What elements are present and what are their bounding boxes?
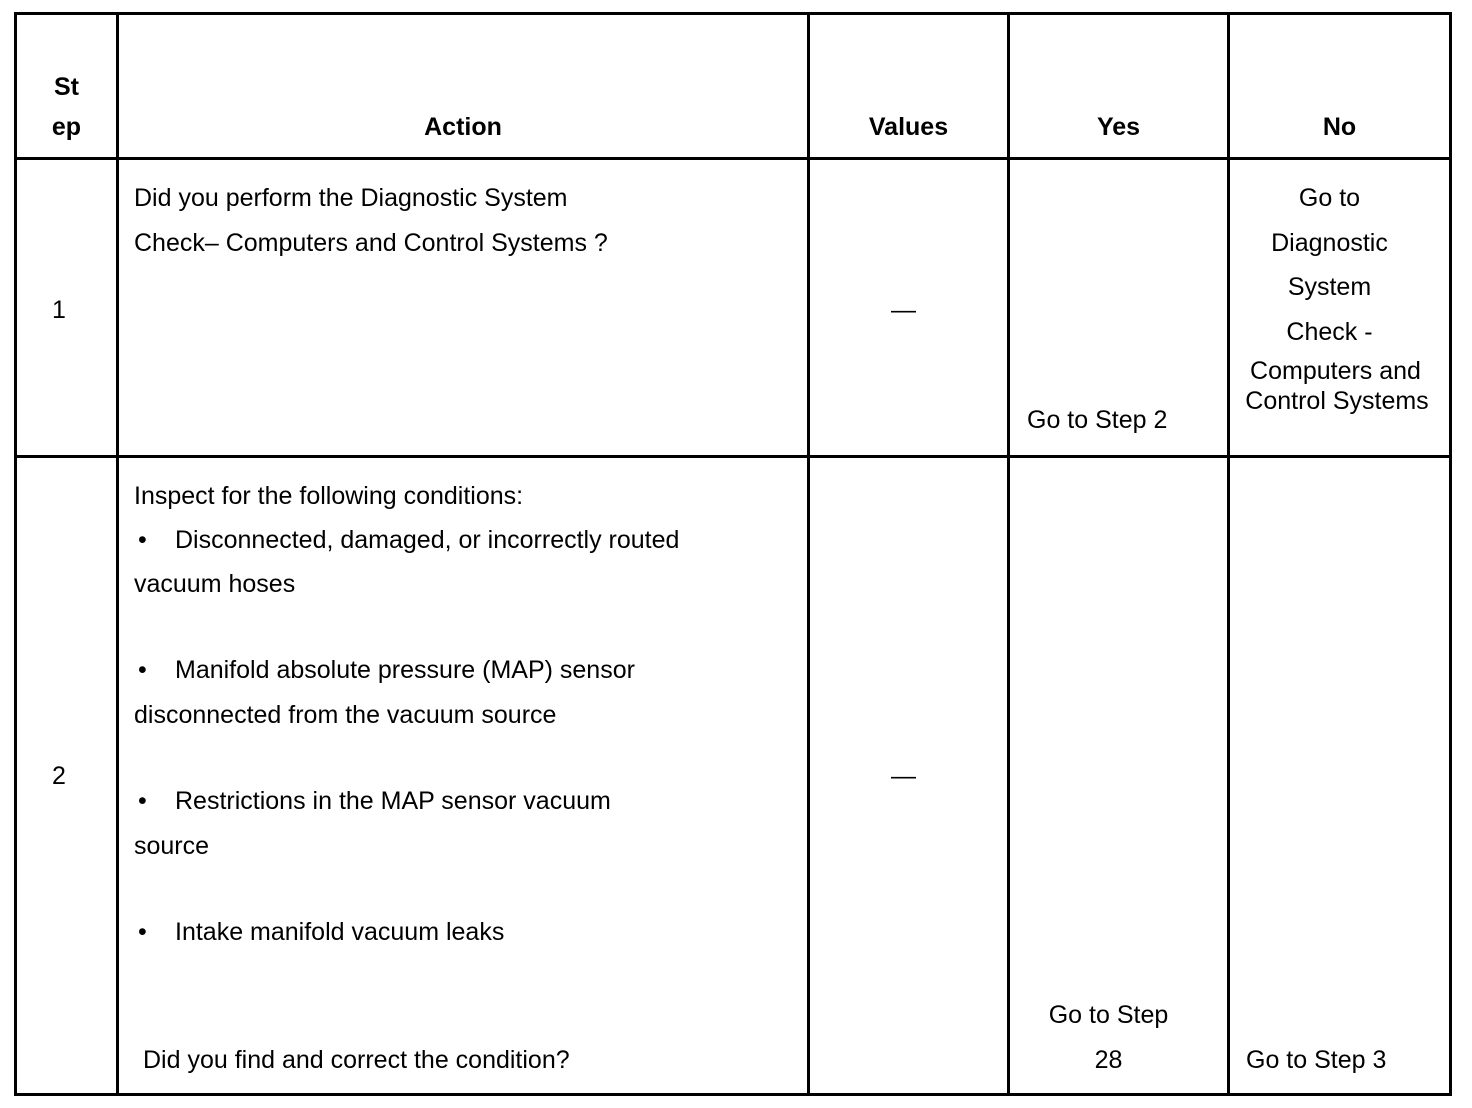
- header-no: No: [1322, 113, 1357, 141]
- header-values: Values: [868, 113, 949, 141]
- step-number: 1: [52, 296, 66, 324]
- step-number: 2: [52, 762, 66, 790]
- header-step-line2: ep: [51, 113, 82, 141]
- condition-item: Disconnected, damaged, or incorrectly routed: [175, 526, 680, 554]
- no-cell: Go to Step 3: [1246, 1046, 1387, 1074]
- bullet-icon: •: [138, 787, 147, 815]
- condition-item: source: [134, 832, 210, 860]
- column-divider-yes: [1227, 12, 1230, 1096]
- no-cell-line: System: [1287, 273, 1372, 301]
- value-cell: —: [891, 296, 916, 324]
- column-divider-step: [116, 12, 119, 1096]
- bullet-icon: •: [138, 526, 147, 554]
- no-cell-line: Computers and: [1250, 357, 1421, 385]
- no-cell-line: Control Systems: [1245, 387, 1429, 415]
- column-divider-values: [1007, 12, 1010, 1096]
- action-text: Did you perform the Diagnostic System: [134, 184, 568, 212]
- column-divider-action: [807, 12, 810, 1096]
- no-cell-line: Go to: [1298, 184, 1361, 212]
- condition-item: Intake manifold vacuum leaks: [175, 918, 505, 946]
- header-yes: Yes: [1096, 113, 1141, 141]
- value-cell: —: [891, 762, 916, 790]
- yes-cell-line: Go to Step: [1048, 1001, 1169, 1029]
- row-divider-step1: [14, 455, 1452, 458]
- condition-item: Manifold absolute pressure (MAP) sensor: [175, 656, 635, 684]
- action-text: Check– Computers and Control Systems ?: [134, 229, 608, 257]
- row-divider-header: [14, 157, 1452, 160]
- condition-item: vacuum hoses: [134, 570, 296, 598]
- yes-cell: Go to Step 2: [1027, 406, 1168, 434]
- action-intro: Inspect for the following conditions:: [134, 482, 524, 510]
- action-question: Did you find and correct the condition?: [143, 1046, 570, 1074]
- bullet-icon: •: [138, 918, 147, 946]
- bullet-icon: •: [138, 656, 147, 684]
- no-cell-line: Diagnostic: [1271, 229, 1388, 257]
- yes-cell-line: 28: [1094, 1046, 1123, 1074]
- condition-item: Restrictions in the MAP sensor vacuum: [175, 787, 611, 815]
- condition-item: disconnected from the vacuum source: [134, 701, 557, 729]
- header-action: Action: [424, 113, 502, 141]
- no-cell-line: Check -: [1286, 318, 1373, 346]
- header-step-line1: St: [54, 73, 79, 101]
